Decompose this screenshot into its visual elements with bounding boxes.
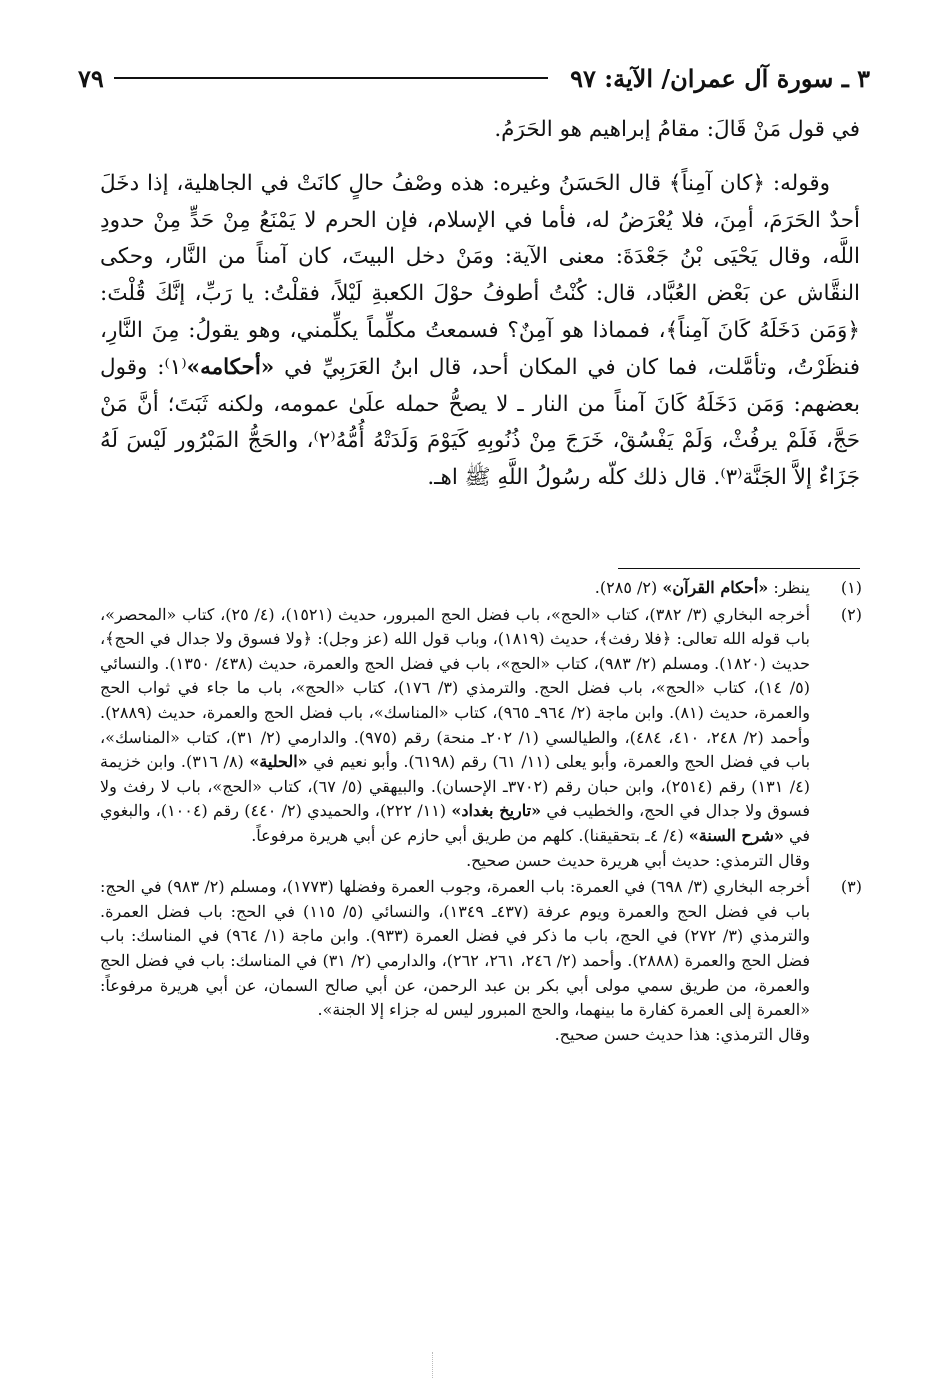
- footnotes: [100, 576, 862, 1049]
- page-number: ٧٩: [78, 63, 104, 93]
- paragraph-1: في قول مَنْ قَالَ: مقامُ إبراهيم هو الحَرَمُ.: [494, 117, 860, 142]
- text-run: (١١/ ٢٢٢)، والحميدي (٢/ ٤٤٠) رقم (١٠٠٤)، والبغوي في: [100, 801, 810, 845]
- text-run: (٤/ ٤ـ بتحقيقنا). كلهم من طريق أبي حازم عن أبي هريرة مرفوعاً.: [251, 825, 689, 845]
- paragraph-2: [100, 166, 860, 497]
- book-title: «الحلية»: [249, 752, 308, 772]
- text-run: أخرجه البخاري (٣/ ٣٨٢)، كتاب «الحج»، باب فضل الحج المبرور، حديث (١٥٢١)، (٤/ ٢٥)، كتاب «المحصر»، باب قوله الله تعالى: ﴿فلا رفث﴾، حديث (١٨١٩)، وباب قول الله (عز وجل): ﴿ولا فسوق ولا جدال في الحج﴾، حديث (١٨٢٠). ومسلم (٢/ ٩٨٣)، كتاب «الحج»، باب في فضل الحج والعمرة، حديث (٤٣٨/ ١٣٥٠). والنسائي (٥/ ١٤)، كتاب «الحج»، باب فضل الحج. والترمذي (٣/ ١٧٦)، كتاب «الحج»، باب ما جاء في ثواب الحج والعمرة، حديث (٨١). وابن ماجة (٢/ ٩٦٤ـ ٩٦٥)، كتاب «المناسك»، باب فضل الحج والعمرة، حديث (٢٨٨٩). وأحمد (٢/ ٢٤٨، ٤١٠، ٤٨٤)، والطيالسي (١/ ٢٠٢ـ منحة) رقم (٩٧٥). والدارمي (٢/ ٣١)، كتاب «المناسك»، باب في فضل الحج والعمرة، وأبو يعلى (١١/ ٦١) رقم (٦١٩٨). وأبو نعيم في: [100, 604, 811, 772]
- text-run: ، والحَجُّ المَبْرُور لَيْسَ لَهُ جَزَاءٌ إلاَّ الجَنَّة: [100, 428, 860, 491]
- text-run: وقوله:: [765, 170, 830, 196]
- footnote-remark: وقال الترمذي: هذا حديث حسن صحيح.: [554, 1024, 810, 1044]
- footnote-1: [100, 576, 862, 601]
- footnote-ref: ⁽٢⁾: [313, 428, 336, 454]
- text-run: (٨/ ٣١٦). وابن خزيمة (٤/ ١٣١) رقم (٢٥١٤)، وابن حبان رقم (٣٧٠٢ـ الإحسان). والبيهقي (٥/ ٦٧)، كتاب «الحج»، باب لا رفث ولا فسوق ولا جدال في الحج، والخطيب في: [100, 752, 811, 821]
- footnote-3: [100, 875, 862, 1047]
- text-run: . قال ذلك كلّه رسُولُ اللَّهِ ﷺ اهـ.: [427, 465, 721, 491]
- header-rule: [114, 77, 548, 79]
- main-text: [100, 112, 860, 497]
- book-title: «أحكام القرآن»: [662, 578, 769, 597]
- footnote-number: (١): [840, 578, 862, 597]
- footnote-text: [100, 576, 810, 601]
- text-run: ، فمماذا هو آمِنٌ؟ فسمعتُ مكلِّماً يكلِّمني، وهو يقولُ: مِنَ النَّارِ، فنظَرْتُ، وتأمَّلت، فما كان في المكان أحد، قال ابنُ العَرَبِيِّ في: [100, 317, 861, 380]
- scan-mark: [432, 1352, 434, 1378]
- book-title: «تاريخ بغداد»: [451, 801, 542, 821]
- footnote-ref: ⁽٣⁾: [720, 465, 743, 491]
- footnote-ref: ⁽١⁾: [164, 354, 187, 380]
- footnote-separator: [618, 568, 860, 569]
- page-header: [78, 58, 870, 98]
- quran-quote: ﴿وَمَن دَخَلَهُ كَانَ آمِناً﴾: [665, 317, 860, 343]
- running-title: ٣ ـ سورة آل عمران/ الآية: ٩٧: [570, 63, 870, 93]
- footnote-number: (٢): [840, 604, 862, 624]
- footnote-2: [100, 603, 862, 874]
- footnote-number: (٣): [840, 877, 862, 897]
- text-run: (٢/ ٢٨٥).: [594, 578, 663, 597]
- book-title: «أحكامه»: [186, 354, 275, 380]
- footnote-text: أخرجه البخاري (٣/ ٦٩٨) في العمرة: باب العمرة، وجوب العمرة وفضلها (١٧٧٣)، ومسلم (٢/ ٩٨٣) في الحج: باب في فضل الحج والعمرة ويوم عرفة (٤٣٧ـ ١٣٤٩)، والنسائي (٥/ ١١٥) في الحج: باب فضل العمرة. والترمذي (٣/ ٢٧٢) في الحج، باب ما ذكر في فضل العمرة (٩٣٣). وابن ماجة (١/ ٩٦٤) في المناسك: باب فضل الحج والعمرة (٢٨٨٨). وأحمد (٢/ ٢٤٦، ٢٦١، ٢٦٢)، والدارمي (٢/ ٣١) في المناسك: باب في فضل الحج والعمرة، من طريق سمي مولى أبي بكر بن عبد الرحمن، عن أبي صالح السمان، عن أبي هريرة مرفوعاً: «العمرة إلى العمرة كفارة ما بينهما، والحج المبرور ليس له جزاء إلا الجنة».: [100, 877, 811, 1020]
- text-run: ينظر:: [768, 578, 810, 597]
- book-title: «شرح السنة»: [688, 825, 784, 845]
- footnote-remark: وقال الترمذي: حديث أبي هريرة حديث حسن صحيح.: [466, 850, 810, 870]
- text-run: : وقول بعضهم: وَمَن دَخَلَهُ كَانَ آمناً من النار ـ لا يصحُّ حمله علَىٰ عمومه، ولكنه ثَبَتَ؛ أنَّ مَنْ حَجَّ، فَلَمْ يرفُثْ، وَلَمْ يَفْسُقْ، خَرَجَ مِنْ ذُنُوبِهِ كَيَوْمَ وَلَدَتْهُ أُمُّهُ: [100, 354, 860, 454]
- footnote-text: [100, 603, 810, 849]
- text-run: قال الحَسَنُ وغيره: هذه وصْفُ حالٍ كانَتْ في الجاهلية، إذا دخَلَ أحدٌ الحَرَمَ، أمِنَ، فلا يُعْرَضُ له، فأما في الإسلام، فإن الحرم لا يَمْنَعُ مِنْ حَدٍّ مِنْ حدودِ اللَّه، وقال يَحْيَى بْنُ جَعْدَةَ: معنى الآية: ومَنْ دخل البيتَ، كان آمناً من النَّار، وحكى النقَّاش عن بَعْض العُبَّاد، قال: كُنْتُ أطوفُ حوْلَ الكعبةِ لَيْلاً، فقلْتُ: يا رَبِّ، إنَّكَ قُلْتَ:: [100, 170, 860, 307]
- quran-quote: ﴿كان آمِناً﴾: [668, 170, 766, 196]
